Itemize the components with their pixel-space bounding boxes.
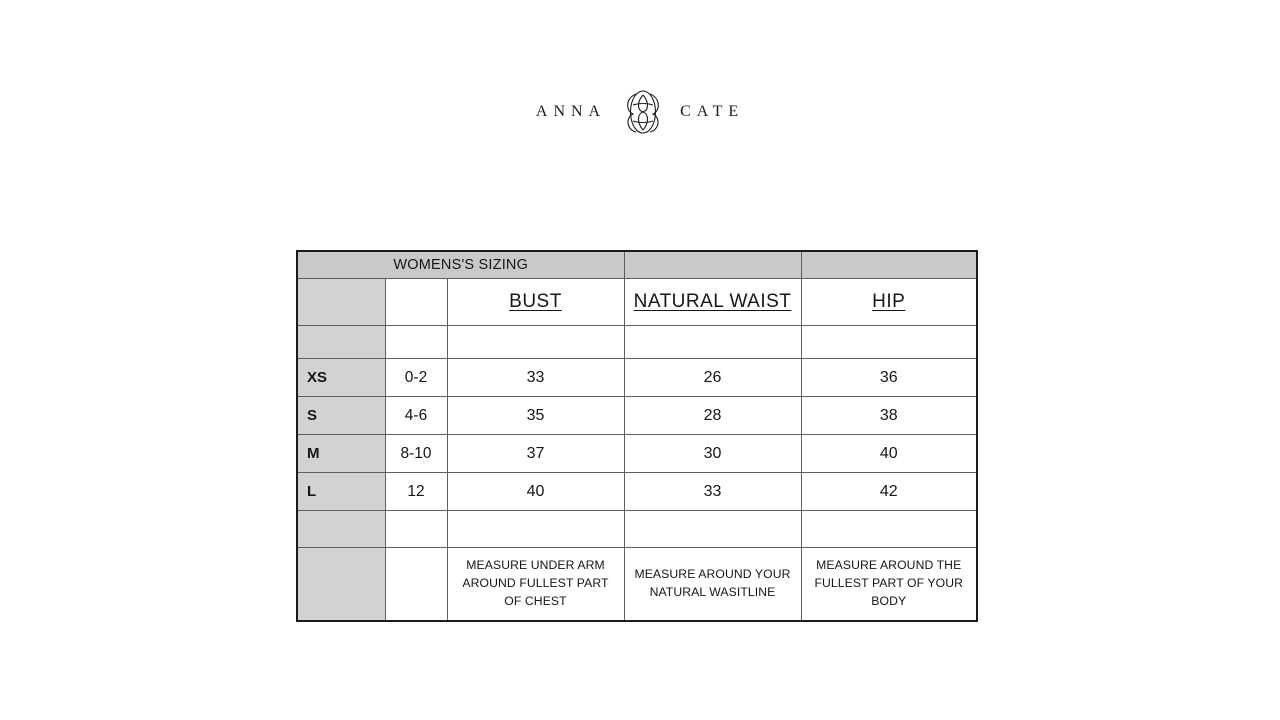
table-row	[297, 473, 977, 511]
table-row	[297, 359, 977, 397]
header-size-cell	[297, 279, 385, 326]
row-bust-value: 40	[447, 473, 624, 511]
table-notes-row	[297, 548, 977, 622]
spacer-cell-num	[385, 326, 447, 359]
spacer-cell-hip	[801, 326, 977, 359]
row-hip-value: 42	[801, 473, 977, 511]
row-bust-value: 33	[447, 359, 624, 397]
spacer2-cell-size	[297, 511, 385, 548]
chart-title: WOMENS'S SIZING	[297, 251, 624, 279]
spacer-cell-bust	[447, 326, 624, 359]
table-header-row	[297, 279, 977, 326]
waist-measure-note: MEASURE AROUND YOUR NATURAL WASITLINE	[634, 567, 791, 599]
row-numeric-value: 4-6	[385, 397, 447, 435]
notes-cell-bust	[447, 548, 624, 622]
row-numeric-value: 0-2	[385, 359, 447, 397]
spacer2-cell-bust	[447, 511, 624, 548]
row-size-label: S	[297, 397, 385, 435]
row-numeric-value: 8-10	[385, 435, 447, 473]
header-hip-cell	[801, 279, 977, 326]
bust-measure-note: MEASURE UNDER ARM AROUND FULLEST PART OF CHEST	[462, 558, 609, 608]
brand-word-right: CATE	[680, 103, 745, 120]
header-waist-label: NATURAL WAIST	[633, 291, 792, 312]
row-waist-value: 30	[624, 435, 801, 473]
row-waist-value: 28	[624, 397, 801, 435]
row-hip-value: 40	[801, 435, 977, 473]
row-size-label: L	[297, 473, 385, 511]
header-numeric-cell	[385, 279, 447, 326]
brand-header	[0, 86, 1280, 138]
hip-measure-note: MEASURE AROUND THE FULLEST PART OF YOUR BODY	[814, 558, 964, 608]
spacer2-cell-waist	[624, 511, 801, 548]
table-spacer-row-top	[297, 326, 977, 359]
header-bust-label: BUST	[509, 291, 562, 312]
size-chart-container	[296, 250, 978, 622]
spacer2-cell-hip	[801, 511, 977, 548]
spacer-cell-size	[297, 326, 385, 359]
row-numeric-value: 12	[385, 473, 447, 511]
header-waist-cell	[624, 279, 801, 326]
spacer-cell-waist	[624, 326, 801, 359]
notes-cell-waist	[624, 548, 801, 622]
row-waist-value: 33	[624, 473, 801, 511]
header-bust-cell	[447, 279, 624, 326]
row-size-label: XS	[297, 359, 385, 397]
row-bust-value: 35	[447, 397, 624, 435]
row-size-label: M	[297, 435, 385, 473]
notes-cell-hip	[801, 548, 977, 622]
header-hip-label: HIP	[872, 291, 906, 312]
row-bust-value: 37	[447, 435, 624, 473]
ac-monogram-icon	[620, 86, 666, 138]
table-title-row	[297, 251, 977, 279]
row-waist-value: 26	[624, 359, 801, 397]
size-chart-table	[296, 250, 978, 622]
notes-cell-num	[385, 548, 447, 622]
title-blank-cell-1	[624, 251, 801, 279]
brand-word-left: ANNA	[535, 103, 607, 120]
table-row	[297, 397, 977, 435]
spacer2-cell-num	[385, 511, 447, 548]
notes-cell-size	[297, 548, 385, 622]
table-spacer-row-bottom	[297, 511, 977, 548]
title-blank-cell-2	[801, 251, 977, 279]
table-row	[297, 435, 977, 473]
row-hip-value: 36	[801, 359, 977, 397]
row-hip-value: 38	[801, 397, 977, 435]
